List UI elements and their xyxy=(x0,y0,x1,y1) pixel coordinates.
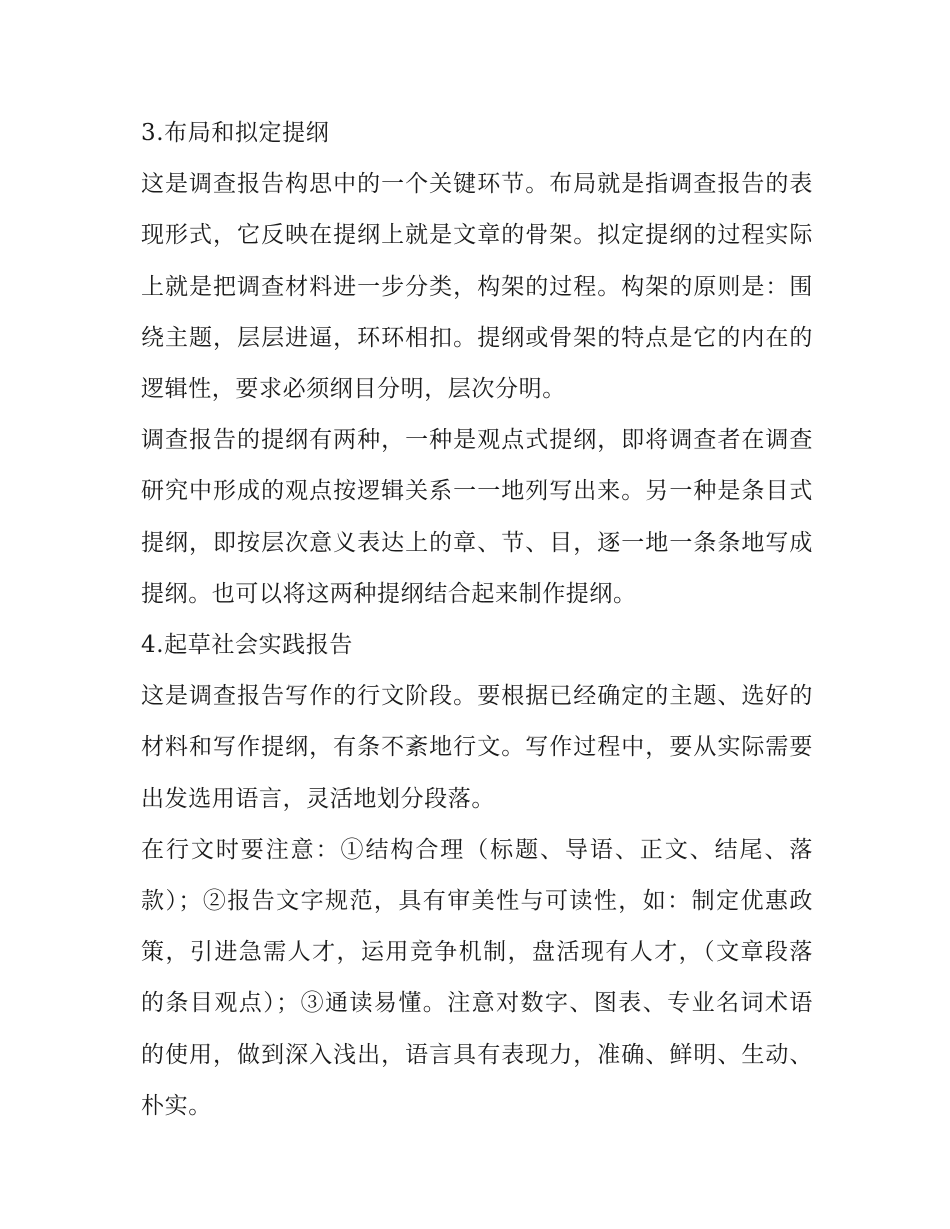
document-page xyxy=(141,108,813,1132)
paragraph: 这是调查报告构思中的一个关键环节。布局就是指调查报告的表现形式，它反映在提纲上就是文章的骨架。拟定提纲的过程实际上就是把调查材料进一步分类，构架的过程。构架的原则是：围绕主题，层层进逼，环环相扣。提纲或骨架的特点是它的内在的逻辑性，要求必须纲目分明，层次分明。 xyxy=(141,171,813,403)
section-heading: 3.布局和拟定提纲 xyxy=(141,120,330,146)
section-3 xyxy=(141,108,813,620)
section-heading: 4.起草社会实践报告 xyxy=(141,632,353,659)
section-4 xyxy=(141,620,813,1132)
paragraph: 在行文时要注意：①结构合理（标题、导语、正文、结尾、落款）；②报告文字规范，具有审美性与可读性，如：制定优惠政策，引进急需人才，运用竞争机制，盘活现有人才，（文章段落的条目观点）；③通读易懂。注意对数字、图表、专业名词术语的使用，做到深入浅出，语言具有表现力，准确、鲜明、生动、朴实。 xyxy=(141,836,813,1119)
paragraph: 这是调查报告写作的行文阶段。要根据已经确定的主题、选好的材料和写作提纲，有条不紊地行文。写作过程中，要从实际需要出发选用语言，灵活地划分段落。 xyxy=(141,683,813,812)
paragraph: 调查报告的提纲有两种，一种是观点式提纲，即将调查者在调查研究中形成的观点按逻辑关系一一地列写出来。另一种是条目式提纲，即按层次意义表达上的章、节、目，逐一地一条条地写成提纲。也可以将这两种提纲结合起来制作提纲。 xyxy=(141,427,813,607)
